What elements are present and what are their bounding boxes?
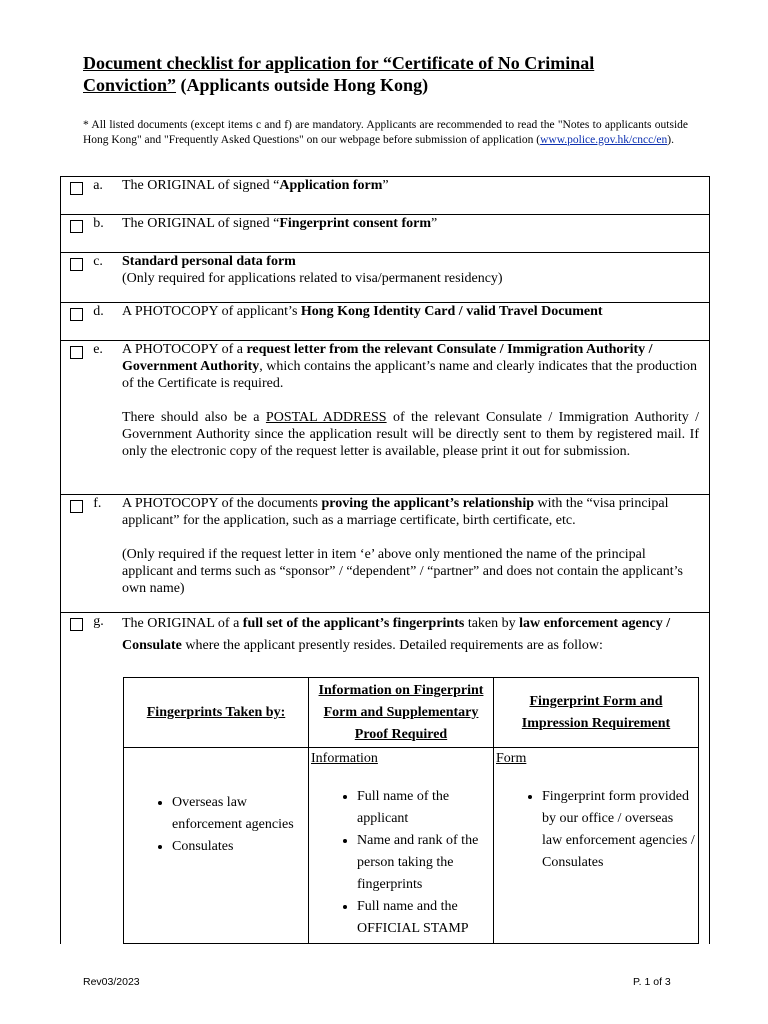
checkbox-f[interactable] bbox=[70, 500, 83, 513]
checklist-row-b bbox=[61, 215, 710, 253]
checkbox-a[interactable] bbox=[70, 182, 83, 195]
website-link[interactable]: www.police.gov.hk/cncc/en bbox=[540, 133, 668, 146]
title-line-2-rest: (Applicants outside Hong Kong) bbox=[176, 75, 429, 95]
cell-taken-by bbox=[124, 748, 309, 944]
checklist-row-f bbox=[61, 495, 710, 613]
note-end: ). bbox=[667, 133, 674, 146]
item-text: A PHOTOCOPY of the documents proving the applicant’s relationship with the “visa principal applicant” for the application, such as a marriage certificate, birth certificate, etc. (Only required if the request letter in item ‘e’ above only mentioned the name of the principal applicant and terms such as “sponsor” / “dependent” / “partner” and does not contain the applicant’s own name) bbox=[122, 495, 710, 613]
cell-form bbox=[494, 748, 699, 944]
item-letter: d. bbox=[89, 303, 122, 341]
list-item: • Full name of the applicant bbox=[357, 786, 491, 830]
header-fingerprints-taken-by: Fingerprints Taken by: bbox=[124, 678, 309, 748]
list-item: • Overseas law enforcement agencies bbox=[172, 792, 306, 836]
cell-information bbox=[309, 748, 494, 944]
list-item: • Fingerprint form provided by our office / overseas law enforcement agencies / Consulates bbox=[542, 786, 696, 874]
item-text: The ORIGINAL of a full set of the applicant’s fingerprints taken by law enforcement agency / Consulate where the applicant presently resides. Detailed requirements are as follow: Fingerprints Taken by: Information on Fingerprint Form and Supplementary Proof Required Fingerprint Form and Impression Requirement • Overseas law enforcement agencies • Consulates Information • Full name of the applicant • Name and rank of the person taking the fingerprints • Full name and the OFFICIAL STAMP Form • Fingerprint form provided by our office / overseas law enforcement agencies / Consulates bbox=[122, 613, 710, 945]
item-letter: c. bbox=[89, 253, 122, 303]
item-letter: g. bbox=[89, 613, 122, 945]
revision-label: Rev03/2023 bbox=[83, 976, 140, 988]
item-text: A PHOTOCOPY of applicant’s Hong Kong Identity Card / valid Travel Document bbox=[122, 303, 710, 341]
checkbox-c[interactable] bbox=[70, 258, 83, 271]
checklist-row-a bbox=[61, 177, 710, 215]
checkbox-e[interactable] bbox=[70, 346, 83, 359]
checklist-row-c bbox=[61, 253, 710, 303]
information-label: Information bbox=[311, 751, 378, 766]
item-text: The ORIGINAL of signed “Application form” bbox=[122, 177, 710, 215]
header-information-required: Information on Fingerprint Form and Supplementary Proof Required bbox=[309, 678, 494, 748]
document-title bbox=[83, 52, 703, 96]
fingerprint-requirements-table bbox=[123, 677, 699, 944]
item-text: The ORIGINAL of signed “Fingerprint consent form” bbox=[122, 215, 710, 253]
list-item: • Name and rank of the person taking the fingerprints bbox=[357, 830, 491, 896]
list-item: • Full name and the OFFICIAL STAMP bbox=[357, 896, 491, 940]
checkbox-g[interactable] bbox=[70, 618, 83, 631]
checkbox-d[interactable] bbox=[70, 308, 83, 321]
form-label: Form bbox=[496, 751, 527, 766]
item-text: Standard personal data form (Only required for applications related to visa/permanent residency) bbox=[122, 253, 710, 303]
instruction-note bbox=[83, 118, 688, 147]
title-line-2-underlined: Conviction” bbox=[83, 75, 177, 95]
checkbox-b[interactable] bbox=[70, 220, 83, 233]
list-item: • Consulates bbox=[172, 836, 306, 858]
item-text: A PHOTOCOPY of a request letter from the relevant Consulate / Immigration Authority / Government Authority, which contains the applicant’s name and clearly indicates that the production of the Certificate is required. There should also be a POSTAL ADDRESS of the relevant Consulate / Immigration Authority / Government Authority since the application result will be directly sent to them by registered mail. If only the electronic copy of the request letter is available, please print it out for submission. bbox=[122, 341, 710, 495]
title-line-1: Document checklist for application for “Certificate of No Criminal bbox=[83, 53, 595, 73]
checklist-row-e bbox=[61, 341, 710, 495]
checklist-row-d bbox=[61, 303, 710, 341]
header-form-requirement: Fingerprint Form and Impression Requirement bbox=[494, 678, 699, 748]
item-letter: e. bbox=[89, 341, 122, 495]
page-number: P. 1 of 3 bbox=[633, 976, 671, 988]
item-letter: a. bbox=[89, 177, 122, 215]
item-letter: f. bbox=[89, 495, 122, 613]
checklist-table bbox=[60, 176, 710, 944]
item-letter: b. bbox=[89, 215, 122, 253]
checklist-row-g bbox=[61, 613, 710, 945]
note-text: * All listed documents (except items c and f) are mandatory. Applicants are recommended to read the "Notes to applicants outside Hong Kong" and "Frequently Asked Questions" on our webpage before submission of application ( bbox=[83, 119, 688, 146]
